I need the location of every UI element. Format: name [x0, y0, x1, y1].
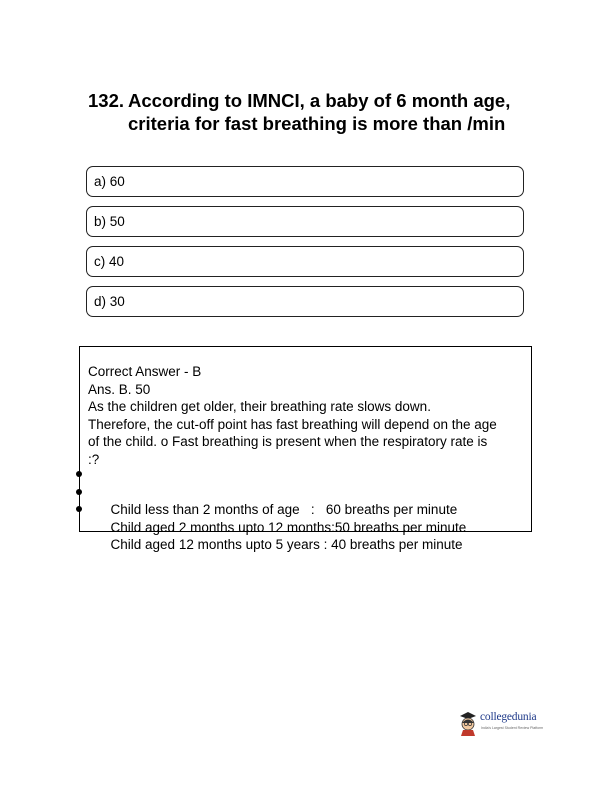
- bullet-list: [88, 466, 467, 553]
- correct-answer-text: Correct Answer - B: [88, 364, 202, 379]
- answer-box: [79, 346, 532, 553]
- bullet-item: [88, 466, 466, 518]
- bullet-text: Child aged 2 months upto 12 months:50 breaths per minute: [110, 519, 467, 535]
- explanation-line: :?: [88, 451, 100, 467]
- explanation-line: Therefore, the cut-off point has fast breathing will depend on the age: [88, 416, 497, 432]
- bullet-text: Child aged 12 months upto 5 years : 40 breaths per minute: [110, 537, 463, 553]
- option-b[interactable]: b) 50: [86, 206, 524, 237]
- bullet-icon: [76, 489, 82, 495]
- question-number: 132.: [88, 90, 125, 111]
- question-text: According to IMNCI, a baby of 6 month age, criteria for fast breathing is more than /min: [128, 90, 511, 134]
- option-a[interactable]: a) 60: [86, 166, 524, 197]
- question-block: [88, 89, 528, 135]
- explanation-line: As the children get older, their breathing rate slows down.: [88, 399, 431, 415]
- explanation-line: of the child. o Fast breathing is present when the respiratory rate is: [88, 434, 488, 450]
- bullet-icon: [76, 506, 82, 512]
- bullet-text: Child less than 2 months of age : 60 breaths per minute: [110, 502, 458, 518]
- option-c[interactable]: c) 40: [86, 246, 524, 277]
- logo-name: collegedunia: [480, 711, 537, 723]
- bullet-icon: [76, 471, 82, 477]
- collegedunia-logo: [458, 710, 558, 740]
- answer-value-text: Ans. B. 50: [88, 381, 151, 397]
- graduate-mascot-icon: [458, 710, 478, 736]
- option-d[interactable]: d) 30: [86, 286, 524, 317]
- logo-tagline: India's Largest Student Review Platform: [481, 726, 544, 730]
